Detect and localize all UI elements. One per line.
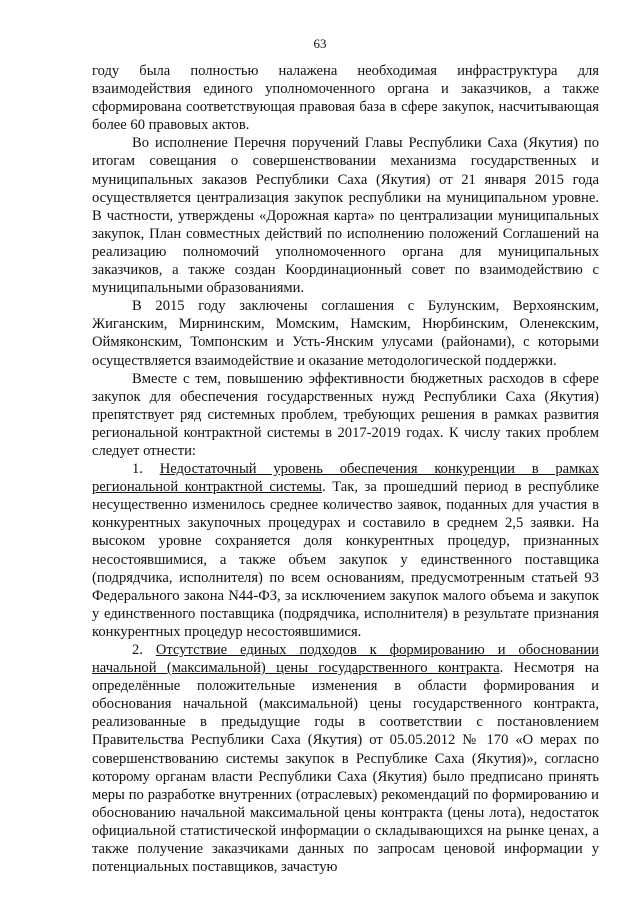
list-item-2-text: . Несмотря на определённые положительные изменения в области формирования и обоснования начальной (максимальной) цены государственного контракта, реализованные в предыдущие годы в соответствии с постановлением Правительства Республики Саха (Якутия) от 05.05.2012 № 170 «О мерах по совершенствованию системы закупок в Республике Саха (Якутия)», согласно которому органам власти Республики Саха (Якутия) было предписано принять меры по разработке внутренних (отраслевых) рекомендаций по формированию и обоснованию начальной максимальной цены контракта (цены лота), недостаток официальной статистической информации о складывающихся на рынке ценах, а также получение заказчиками данных по запросам ценовой информации у потенциальных поставщиков, зачастую <box>92 660 599 876</box>
list-item-2-title: Отсутствие единых подходов к формированию и обосновании начальной (максимальной) цены государственного контракта <box>92 642 599 677</box>
page-number: 63 <box>313 36 327 51</box>
list-item-1 <box>92 460 599 641</box>
list-item-2 <box>92 641 599 876</box>
document-body <box>92 62 599 876</box>
paragraph-3: В 2015 году заключены соглашения с Булунским, Верхоянским, Жиганским, Мирнинским, Момским, Намским, Нюрбинским, Оленекским, Оймяконским, Томпонским и Усть-Янским улусами (районами), с которыми осуществляется взаимодействие и оказание методологической поддержки. <box>92 298 599 369</box>
list-item-1-number: 1. <box>132 461 143 478</box>
list-item-1-text: . Так, за прошедший период в республике несущественно изменилось среднее количество заявок, поданных для участия в конкурентных закупочных процедурах и составило в среднем 2,5 заявки. На высоком уровне сохраняется доля конкурентных процедур, признанных несостоявшимися, а также объем закупок у единственного поставщика (подрядчика, исполнителя) по всем основаниям, предусмотренным статьей 93 Федерального закона N44-ФЗ, за исключением закупок малого объема и закупок у единственного поставщика (подрядчика, исполнителя) в результате признания конкурентных процедур несостоявшимися. <box>92 479 599 640</box>
list-item-2-number: 2. <box>132 642 143 658</box>
paragraph-2: Во исполнение Перечня поручений Главы Республики Саха (Якутия) по итогам совещания о совершенствовании механизма государственных и муниципальных заказов Республики Саха (Якутия) от 21 января 2015 года осуществляется централизация закупок республики на муниципальном уровне. В частности, утверждены «Дорожная карта» по централизации муниципальных закупок, План совместных действий по исполнению положений Соглашений на реализацию полномочий уполномоченного органа для муниципальных заказчиков, а также создан Координационный совет по взаимодействию с муниципальными образованиями. <box>92 135 599 297</box>
paragraph-1: году была полностью налажена необходимая инфраструктура для взаимодействия единого уполномоченного органа и заказчиков, а также сформирована соответствующая правовая база в сфере закупок, насчитывающая более 60 правовых актов. <box>92 63 599 134</box>
list-item-1-title: Недостаточный уровень обеспечения конкуренции в рамках региональной контрактной системы <box>92 461 599 496</box>
paragraph-4: Вместе с тем, повышению эффективности бюджетных расходов в сфере закупок для обеспечения государственных нужд Республики Саха (Якутия) препятствует ряд системных проблем, требующих решения в рамках развития региональной контрактной системы в 2017-2019 годах. К числу таких проблем следует отнести: <box>92 370 599 459</box>
